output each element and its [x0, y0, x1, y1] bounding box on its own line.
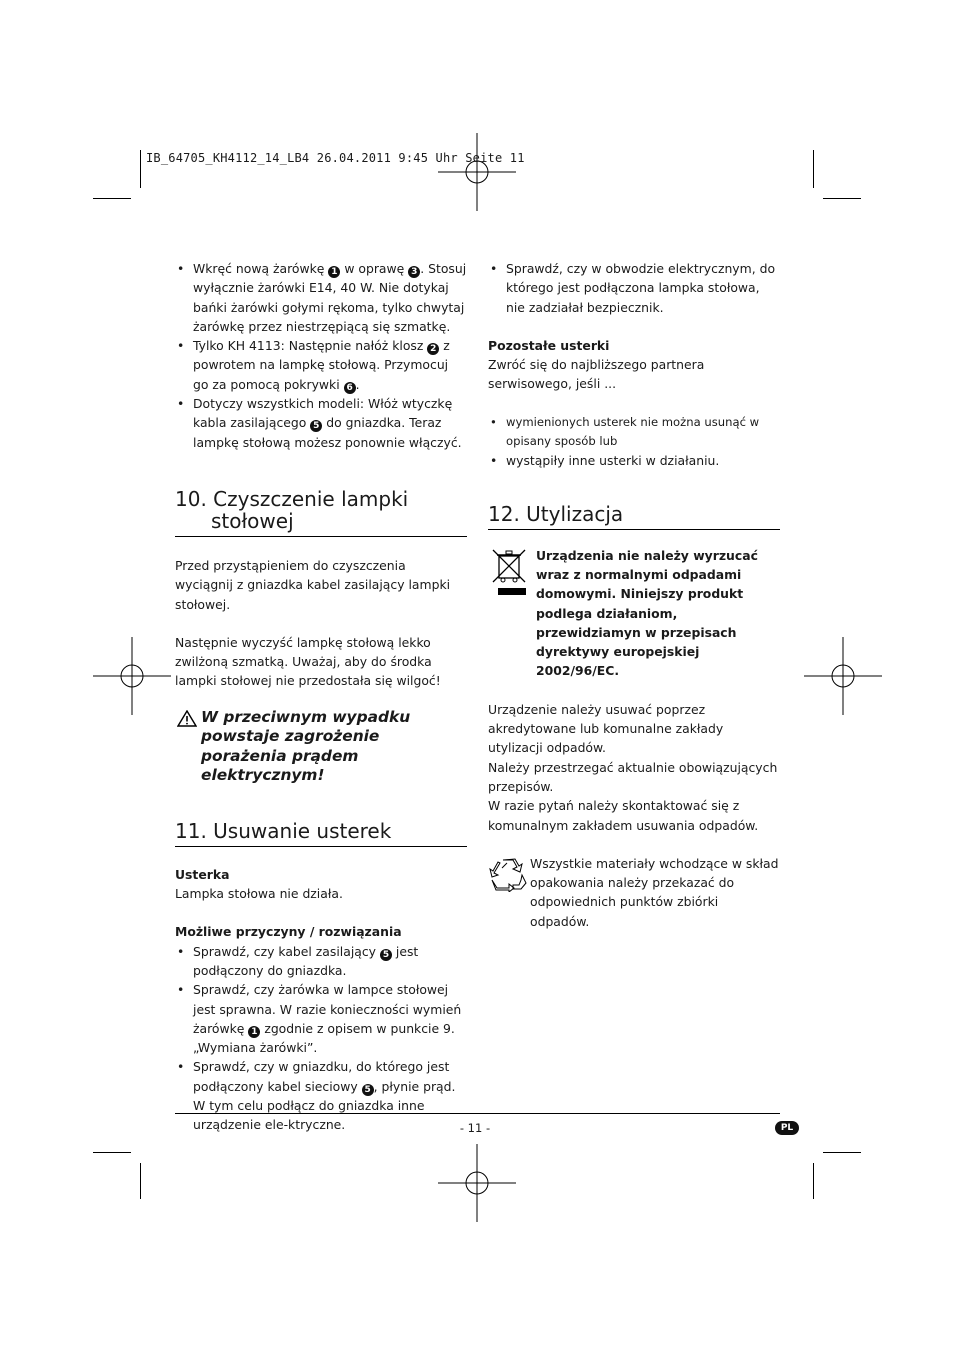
footer-rule — [175, 1113, 780, 1114]
causes-list — [175, 942, 467, 1135]
recycling-notice: Wszystkie materiały wchodzące w skład opakowania należy przekazać do odpowiednich punktów zbiórki odpadów. — [488, 854, 780, 931]
other-faults-label: Pozostałe usterki — [488, 337, 610, 353]
list-item: • wymienionych usterek nie można usunąć w opisany sposób lub — [488, 413, 780, 452]
registration-mark-icon — [93, 637, 171, 715]
section-11-title: 11. Usuwanie usterek — [175, 820, 467, 847]
print-header: IB_64705_KH4112_14_LB4 26.04.2011 9:45 Uhr Seite 11 — [146, 151, 525, 165]
number-badge: 1 — [248, 1026, 260, 1038]
crop-mark — [823, 198, 861, 199]
shock-warning: W przeciwnym wypadku powstaje zagrożenie porażenia prądem elektrycznym! — [175, 708, 467, 786]
number-badge: 1 — [328, 266, 340, 278]
disposal-paragraph-2: Należy przestrzegać aktualnie obowiązujących przepisów. — [488, 759, 778, 794]
crop-mark — [93, 198, 131, 199]
list-item: • Sprawdź, czy kabel zasilający 5 jest podłączony do gniazdka. — [175, 942, 467, 981]
fault-text: Lampka stołowa nie działa. — [175, 886, 343, 902]
right-column — [488, 259, 780, 931]
disposal-paragraph-3: W razie pytań należy skontaktować się z komunalnym zakładem usuwania odpadów. — [488, 798, 759, 833]
weee-notice: Urządzenia nie należy wyrzucać wraz z normalnymi odpadami domowymi. Niniejszy produkt podlega działaniom, przewidziamyn w przepisach dyrektywy europejskiej 2002/96/EC. — [488, 546, 780, 681]
fault-label: Usterka — [175, 866, 230, 882]
crop-mark — [140, 150, 141, 188]
list-item: • Tylko KH 4113: Następnie nałóż klosz 2 z powrotem na lampkę stołową. Przymocuj go za pomocą pokrywki 6 . — [175, 336, 467, 394]
number-badge: 2 — [427, 343, 439, 355]
bulb-steps-list — [175, 259, 467, 452]
list-item: • Sprawdź, czy w obwodzie elektrycznym, do którego jest podłączona lampka stołowa, nie zadziałał bezpiecznik. — [488, 259, 780, 317]
crop-mark — [813, 150, 814, 188]
crop-mark — [813, 1163, 814, 1199]
causes-label: Możliwe przyczyny / rozwiązania — [175, 924, 402, 940]
warning-triangle-icon — [177, 710, 197, 727]
registration-mark-icon — [438, 133, 516, 211]
list-item: • Wkręć nową żarówkę 1 w oprawę 3 . Stosuj wyłącznie żarówki E14, 40 W. Nie dotykaj bańki żarówki gołymi rękoma, tylko chwytaj żarówkę przez niestrzępiącą się szmatkę. — [175, 259, 467, 336]
crop-mark — [823, 1152, 861, 1153]
list-item: • Sprawdź, czy w gniazdku, do którego jest podłączony kabel sieciowy 5 , płynie prąd. W tym celu podłącz do gniazdka inne urządzenie ele-ktryczne. — [175, 1057, 467, 1134]
disposal-paragraph-1: Urządzenie należy usuwać poprzez akredytowane lub komunalne zakłady utylizacji odpadów. — [488, 701, 724, 756]
other-faults-list — [488, 413, 780, 471]
crossed-bin-icon — [490, 548, 528, 598]
list-item: • wystąpiły inne usterki w działaniu. — [488, 451, 780, 470]
section-12-title: 12. Utylizacja — [488, 503, 780, 530]
registration-mark-icon — [804, 637, 882, 715]
number-badge: 6 — [344, 382, 356, 394]
cleaning-paragraph-2: Następnie wyczyść lampkę stołową lekko zwilżoną szmatką. Uważaj, aby do środka lampki stołowej nie przedostała się wilgoć! — [175, 634, 441, 689]
section-10-title: 10. Czyszczenie lampki stołowej — [175, 488, 467, 537]
crop-mark — [140, 1163, 141, 1199]
number-badge: 3 — [408, 266, 420, 278]
number-badge: 5 — [362, 1084, 374, 1096]
number-badge: 5 — [380, 949, 392, 961]
crop-mark — [93, 1152, 131, 1153]
language-badge: PL — [775, 1121, 799, 1135]
other-faults-text: Zwróć się do najbliższego partnera serwisowego, jeśli ... — [488, 357, 705, 392]
recycling-icon — [489, 856, 527, 892]
number-badge: 5 — [310, 420, 322, 432]
left-column — [175, 259, 467, 1135]
list-item: • Sprawdź, czy żarówka w lampce stołowej jest sprawna. W razie konieczności wymień żarówkę 1 zgodnie z opisem w punkcie 9. „Wymiana żarówki”. — [175, 980, 467, 1057]
list-item: • Dotyczy wszystkich modeli: Włóż wtyczkę kabla zasilającego 5 do gniazdka. Teraz lampkę stołową możesz ponownie włączyć. — [175, 394, 467, 452]
cleaning-paragraph-1: Przed przystąpieniem do czyszczenia wyciągnij z gniazdka kabel zasilający lampki stołowej. — [175, 557, 451, 612]
page-number: - 11 - — [459, 1121, 491, 1135]
registration-mark-icon — [438, 1144, 516, 1222]
